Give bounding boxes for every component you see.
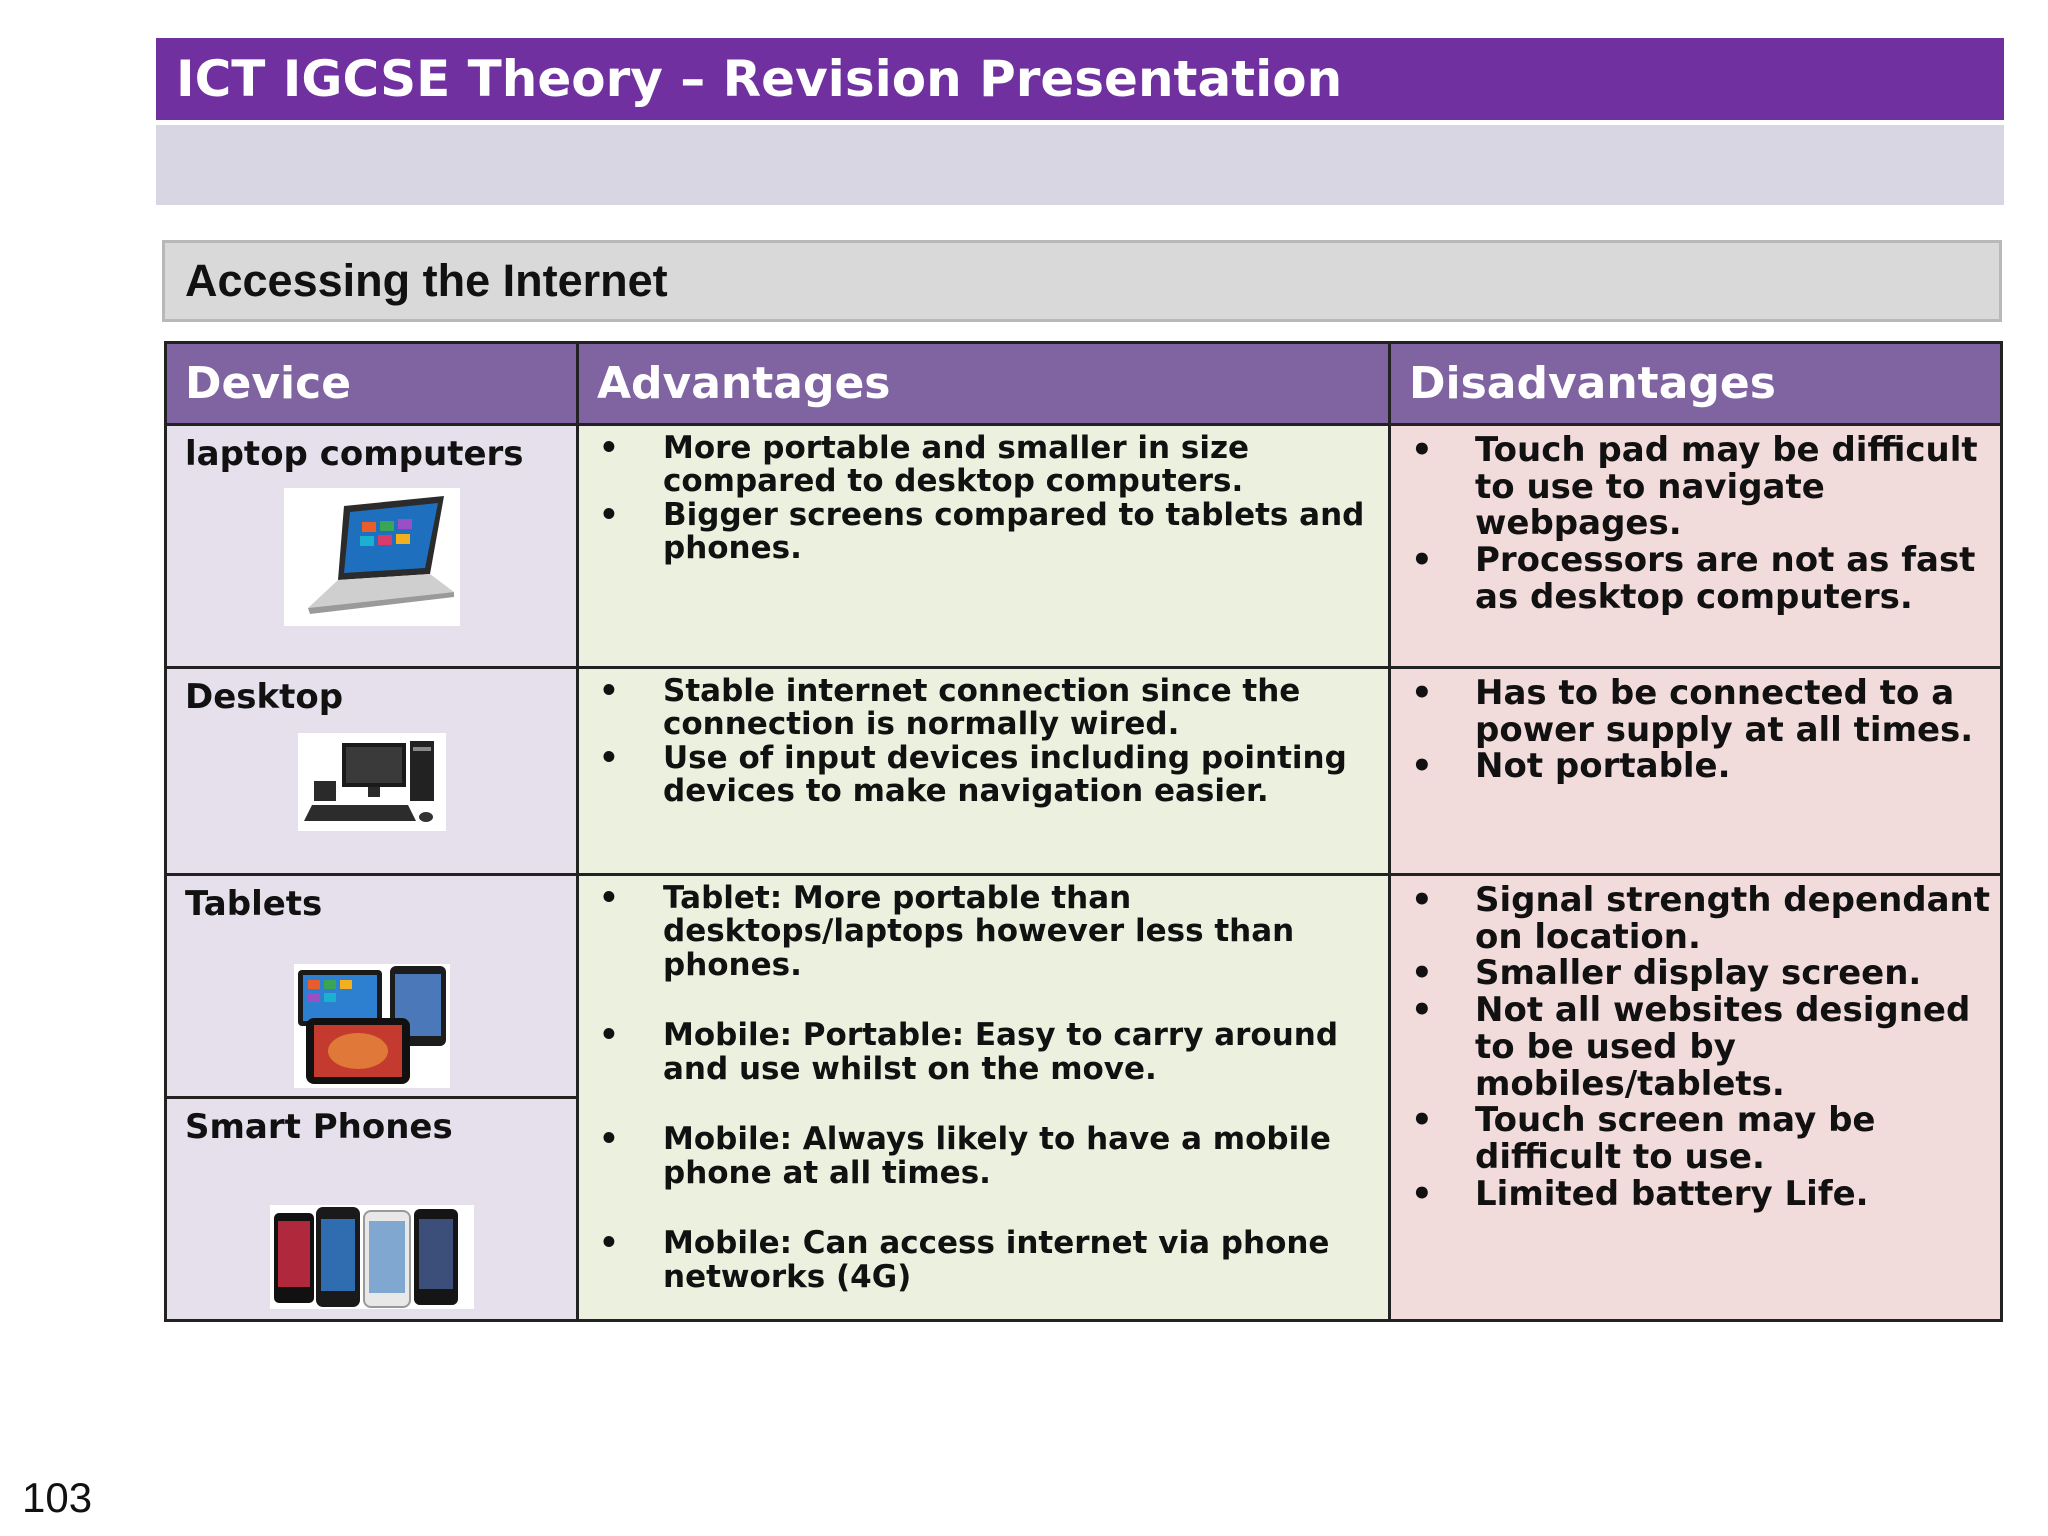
advantage-item: • Mobile: Always likely to have a mobile phone at all times. [663,1123,1380,1190]
slide-title-bar [156,38,2004,120]
device-cell [166,1098,578,1321]
smartphones-image [270,1205,474,1309]
device-name: Desktop [185,677,344,717]
tablets-image [294,964,450,1088]
advantages-cell [578,668,1390,875]
advantage-item: • Tablet: More portable than desktops/laptops however less than phones. [663,882,1380,982]
advantage-item: • Stable internet connection since the connection is normally wired. [663,675,1380,742]
disadvantages-cell [1390,668,2002,875]
section-title: Accessing the Internet [185,255,668,306]
header-device: Device [166,343,578,425]
disadvantage-item: • Touch screen may be difficult to use. [1475,1102,1992,1175]
advantages-list [579,426,1388,566]
disadvantage-item: • Touch pad may be difficult to use to navigate webpages. [1475,432,1992,542]
advantages-list [579,669,1388,809]
section-heading [162,240,2002,322]
header-advantages: Advantages [578,343,1390,425]
header-disadvantages: Disadvantages [1390,343,2002,425]
page-number: 103 [22,1474,93,1521]
disadvantage-item: • Signal strength dependant on location. [1475,882,1992,955]
table-row [166,668,2002,875]
laptop-image [284,488,460,626]
disadvantage-item: • Processors are not as fast as desktop computers. [1475,542,1992,615]
advantages-cell [578,875,1390,1321]
disadvantages-cell [1390,875,2002,1321]
disadvantages-list [1391,669,2000,785]
advantage-item: • Mobile: Can access internet via phone networks (4G) [663,1227,1380,1294]
comparison-table [164,341,2003,1322]
advantage-item: • More portable and smaller in size compared to desktop computers. [663,432,1380,499]
disadvantage-item: • Smaller display screen. [1475,955,1992,992]
device-name: Smart Phones [185,1107,453,1147]
table-header-row [166,343,2002,425]
advantage-item: • Mobile: Portable: Easy to carry around and use whilst on the move. [663,1019,1380,1086]
advantage-item: • Bigger screens compared to tablets and phones. [663,499,1380,566]
advantages-cell [578,425,1390,668]
device-cell [166,425,578,668]
disadvantages-list [1391,426,2000,616]
subtitle-band [156,125,2004,205]
disadvantage-item: • Has to be connected to a power supply at all times. [1475,675,1992,748]
table-row [166,875,2002,1098]
disadvantage-item: • Not all websites designed to be used by mobiles/tablets. [1475,992,1992,1102]
disadvantages-list [1391,876,2000,1212]
device-name: Tablets [185,884,323,924]
advantages-list [579,876,1388,1294]
slide-title: ICT IGCSE Theory – Revision Presentation [176,50,1343,108]
table-row [166,425,2002,668]
disadvantage-item: • Not portable. [1475,748,1992,785]
device-name: laptop computers [185,434,524,474]
disadvantage-item: • Limited battery Life. [1475,1176,1992,1213]
device-cell [166,875,578,1098]
device-cell [166,668,578,875]
desktop-image [298,733,446,831]
disadvantages-cell [1390,425,2002,668]
advantage-item: • Use of input devices including pointing devices to make navigation easier. [663,742,1380,809]
